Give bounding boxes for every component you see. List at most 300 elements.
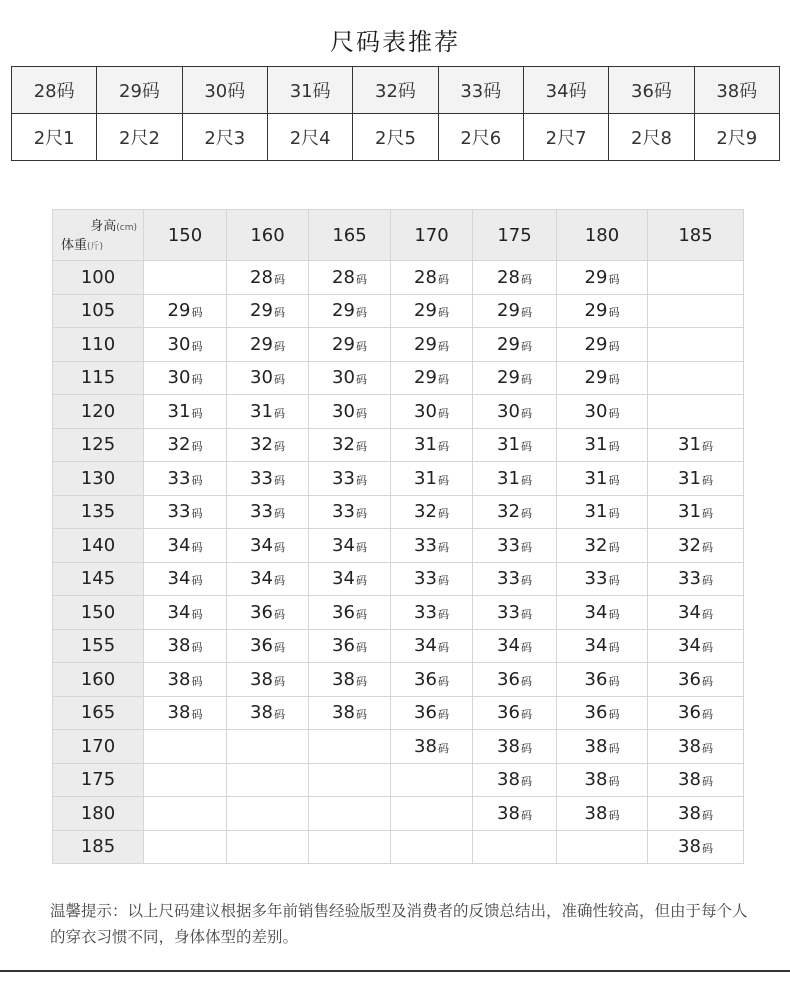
size-value-cell — [144, 629, 227, 663]
height-label-text: 身高 — [90, 219, 117, 234]
size-value-cell — [391, 830, 473, 864]
size-value-cell — [227, 328, 309, 362]
size-value-cell — [473, 495, 557, 529]
size-unit: 码 — [520, 540, 532, 554]
size-unit: 码 — [191, 574, 203, 588]
size-value-cell — [227, 294, 309, 328]
size-unit: 码 — [355, 674, 367, 688]
size-number: 33 — [250, 501, 273, 523]
size-value-cell — [557, 294, 648, 328]
size-value-cell — [144, 361, 227, 395]
size-number: 33 — [167, 467, 191, 489]
size-unit: 码 — [701, 473, 713, 487]
size-unit: 码 — [520, 607, 532, 621]
size-value-cell — [309, 663, 391, 697]
size-value-cell — [227, 261, 309, 295]
size-unit: 码 — [608, 373, 620, 387]
table-row — [53, 562, 744, 596]
size-number: 29 — [414, 333, 437, 355]
size-number: 31 — [497, 467, 520, 489]
size-unit: 码 — [191, 406, 203, 420]
size-value-cell — [144, 696, 227, 730]
size-value-cell — [473, 428, 557, 462]
size-value-cell — [227, 596, 309, 630]
size-unit: 码 — [355, 373, 367, 387]
size-value-cell — [309, 395, 391, 429]
size-value-cell — [391, 529, 473, 563]
size-unit: 码 — [701, 674, 713, 688]
table-row — [53, 294, 744, 328]
height-header-cell: 160 — [227, 210, 309, 261]
size-value-cell — [391, 361, 473, 395]
size-unit: 码 — [520, 641, 532, 655]
size-number: 36 — [332, 601, 355, 623]
size-unit: 码 — [608, 440, 620, 454]
size-number: 29 — [332, 300, 355, 322]
size-number: 32 — [414, 501, 437, 523]
weight-header-cell: 185 — [53, 830, 144, 864]
size-value-cell — [391, 696, 473, 730]
size-number: 38 — [167, 635, 191, 657]
size-number: 36 — [414, 702, 437, 724]
size-value-cell — [227, 529, 309, 563]
size-number: 28 — [414, 266, 437, 288]
table-row — [53, 596, 744, 630]
size-value-cell — [309, 495, 391, 529]
size-value-cell — [473, 596, 557, 630]
size-unit: 码 — [273, 406, 285, 420]
size-number: 29 — [584, 300, 608, 322]
size-unit: 码 — [520, 507, 532, 521]
size-number: 32 — [167, 434, 191, 456]
size-unit: 码 — [701, 507, 713, 521]
size-unit: 码 — [191, 507, 203, 521]
weight-header-cell: 100 — [53, 261, 144, 295]
size-value-cell — [391, 663, 473, 697]
size-number: 30 — [584, 400, 608, 422]
size-unit: 码 — [608, 775, 620, 789]
size-number: 36 — [250, 601, 273, 623]
size-number: 32 — [250, 434, 273, 456]
size-unit: 码 — [355, 406, 367, 420]
weight-header-cell: 120 — [53, 395, 144, 429]
size-value-cell — [473, 361, 557, 395]
size-unit: 码 — [437, 406, 449, 420]
size-unit: 码 — [273, 641, 285, 655]
size-cell: 31码 — [267, 67, 352, 114]
size-unit: 码 — [273, 373, 285, 387]
size-number: 29 — [584, 266, 608, 288]
height-unit: (cm) — [116, 223, 137, 233]
tips-note: 温馨提示：以上尺码建议根据多年前销售经验版型及消费者的反馈总结出，准确性较高，但由于每个人的穿衣习惯不同，身体体型的差别。 — [50, 902, 748, 946]
size-unit: 码 — [273, 440, 285, 454]
size-value-cell — [309, 730, 391, 764]
table-row — [53, 797, 744, 831]
size-unit: 码 — [437, 540, 449, 554]
size-unit: 码 — [273, 674, 285, 688]
size-number: 36 — [497, 702, 520, 724]
size-value-cell — [227, 629, 309, 663]
size-unit: 码 — [608, 741, 620, 755]
size-number: 31 — [584, 467, 608, 489]
size-value-cell — [557, 261, 648, 295]
table-row — [53, 629, 744, 663]
size-unit: 码 — [191, 607, 203, 621]
size-value-cell — [144, 328, 227, 362]
size-number: 30 — [167, 367, 191, 389]
size-value-cell — [227, 663, 309, 697]
size-value-cell — [473, 562, 557, 596]
size-value-cell — [144, 730, 227, 764]
size-value-cell — [473, 730, 557, 764]
size-value-cell — [227, 462, 309, 496]
size-value-cell — [391, 797, 473, 831]
size-number: 36 — [497, 668, 520, 690]
size-value-cell — [557, 562, 648, 596]
size-unit: 码 — [273, 708, 285, 722]
table-row — [53, 462, 744, 496]
size-number: 31 — [678, 501, 701, 523]
table-row — [53, 428, 744, 462]
size-number: 36 — [678, 702, 701, 724]
size-value-cell — [473, 395, 557, 429]
size-unit: 码 — [355, 507, 367, 521]
size-unit: 码 — [355, 607, 367, 621]
size-number: 29 — [584, 367, 608, 389]
size-number: 36 — [332, 635, 355, 657]
size-value-cell — [557, 361, 648, 395]
size-number: 33 — [497, 568, 520, 590]
size-unit: 码 — [520, 708, 532, 722]
size-number: 28 — [250, 266, 273, 288]
size-value-cell — [473, 328, 557, 362]
size-value-cell — [309, 596, 391, 630]
size-number: 30 — [167, 333, 191, 355]
size-value-cell — [309, 529, 391, 563]
waist-cell: 2尺2 — [97, 114, 182, 161]
size-number: 31 — [678, 434, 701, 456]
size-unit: 码 — [355, 339, 367, 353]
size-value-cell — [557, 830, 648, 864]
size-number: 34 — [678, 635, 701, 657]
size-unit: 码 — [520, 808, 532, 822]
size-number: 38 — [167, 702, 191, 724]
size-number: 36 — [678, 668, 701, 690]
size-number: 30 — [414, 400, 437, 422]
size-unit: 码 — [437, 473, 449, 487]
size-value-cell — [309, 763, 391, 797]
size-value-cell — [309, 562, 391, 596]
size-number: 33 — [414, 568, 437, 590]
corner-height-label — [90, 215, 137, 234]
size-value-cell — [557, 462, 648, 496]
size-value-cell — [648, 562, 744, 596]
table-row — [53, 261, 744, 295]
size-number: 34 — [167, 601, 191, 623]
size-cell: 33码 — [438, 67, 523, 114]
size-recommendation-grid — [52, 209, 744, 864]
size-number: 34 — [332, 568, 355, 590]
size-value-cell — [648, 529, 744, 563]
size-value-cell — [648, 797, 744, 831]
size-unit: 码 — [191, 674, 203, 688]
size-unit: 码 — [191, 373, 203, 387]
size-value-cell — [227, 428, 309, 462]
size-number: 31 — [167, 400, 191, 422]
size-number: 38 — [497, 735, 520, 757]
table-row — [53, 495, 744, 529]
size-value-cell — [391, 328, 473, 362]
size-value-cell — [391, 462, 473, 496]
size-number: 38 — [584, 769, 608, 791]
size-value-cell — [227, 830, 309, 864]
weight-header-cell: 145 — [53, 562, 144, 596]
size-cell: 38码 — [694, 67, 779, 114]
weight-header-cell: 125 — [53, 428, 144, 462]
weight-label-text: 体重 — [61, 238, 88, 253]
size-number: 36 — [584, 668, 608, 690]
table-row — [53, 529, 744, 563]
waist-cell: 2尺8 — [609, 114, 694, 161]
size-number: 32 — [584, 534, 608, 556]
size-unit: 码 — [608, 306, 620, 320]
table-row — [53, 328, 744, 362]
size-number: 28 — [332, 266, 355, 288]
size-unit: 码 — [273, 574, 285, 588]
size-number: 33 — [332, 501, 355, 523]
size-number: 34 — [497, 635, 520, 657]
size-value-cell — [648, 361, 744, 395]
size-value-cell — [144, 395, 227, 429]
size-value-cell — [144, 562, 227, 596]
weight-header-cell: 180 — [53, 797, 144, 831]
table-row — [53, 361, 744, 395]
size-cell: 30码 — [182, 67, 267, 114]
height-header-cell: 150 — [144, 210, 227, 261]
size-unit: 码 — [608, 272, 620, 286]
size-number: 29 — [497, 367, 520, 389]
size-value-cell — [648, 596, 744, 630]
size-unit: 码 — [701, 808, 713, 822]
size-cell: 29码 — [97, 67, 182, 114]
height-header-cell: 170 — [391, 210, 473, 261]
size-cell: 36码 — [609, 67, 694, 114]
size-number: 34 — [678, 601, 701, 623]
size-value-cell — [557, 629, 648, 663]
size-value-cell — [391, 294, 473, 328]
size-value-cell — [648, 294, 744, 328]
size-value-cell — [648, 462, 744, 496]
size-unit: 码 — [608, 540, 620, 554]
size-value-cell — [227, 763, 309, 797]
size-number: 38 — [332, 668, 355, 690]
size-number: 38 — [678, 735, 701, 757]
size-value-cell — [391, 495, 473, 529]
weight-header-cell: 140 — [53, 529, 144, 563]
size-number: 31 — [497, 434, 520, 456]
height-header-cell: 180 — [557, 210, 648, 261]
size-value-cell — [144, 663, 227, 697]
size-value-cell — [309, 361, 391, 395]
size-unit: 码 — [520, 339, 532, 353]
size-unit: 码 — [608, 406, 620, 420]
height-header-cell: 165 — [309, 210, 391, 261]
size-value-cell — [557, 797, 648, 831]
size-number: 31 — [414, 467, 437, 489]
size-value-cell — [309, 294, 391, 328]
size-unit: 码 — [355, 272, 367, 286]
size-number: 33 — [584, 568, 608, 590]
size-number: 33 — [414, 601, 437, 623]
size-value-cell — [473, 294, 557, 328]
size-value-cell — [648, 696, 744, 730]
size-value-cell — [557, 763, 648, 797]
size-unit: 码 — [520, 306, 532, 320]
table-row — [53, 830, 744, 864]
size-value-cell — [557, 730, 648, 764]
bottom-divider — [0, 970, 790, 972]
size-number: 38 — [497, 802, 520, 824]
size-value-cell — [144, 797, 227, 831]
size-value-cell — [309, 462, 391, 496]
size-number: 33 — [332, 467, 355, 489]
size-value-cell — [648, 663, 744, 697]
size-value-cell — [473, 529, 557, 563]
size-value-cell — [227, 361, 309, 395]
size-value-cell — [144, 261, 227, 295]
size-value-cell — [144, 830, 227, 864]
size-unit: 码 — [437, 373, 449, 387]
size-value-cell — [309, 428, 391, 462]
size-number: 38 — [584, 802, 608, 824]
size-number: 38 — [167, 668, 191, 690]
size-number: 38 — [332, 702, 355, 724]
size-value-cell — [391, 730, 473, 764]
table-row — [53, 730, 744, 764]
size-number: 29 — [497, 333, 520, 355]
size-value-cell — [648, 395, 744, 429]
size-value-cell — [227, 797, 309, 831]
size-unit: 码 — [273, 540, 285, 554]
waist-cell: 2尺1 — [12, 114, 97, 161]
size-value-cell — [557, 696, 648, 730]
size-unit: 码 — [191, 473, 203, 487]
size-value-cell — [473, 663, 557, 697]
size-value-cell — [309, 797, 391, 831]
size-unit: 码 — [191, 708, 203, 722]
size-number: 33 — [497, 534, 520, 556]
waist-cell: 2尺4 — [267, 114, 352, 161]
size-number: 30 — [332, 400, 355, 422]
size-number: 38 — [584, 735, 608, 757]
size-number: 29 — [584, 333, 608, 355]
size-cell: 34码 — [523, 67, 608, 114]
size-unit: 码 — [191, 306, 203, 320]
size-unit: 码 — [355, 473, 367, 487]
size-value-cell — [144, 428, 227, 462]
size-unit: 码 — [520, 574, 532, 588]
height-header-row — [53, 210, 744, 261]
size-value-cell — [557, 663, 648, 697]
size-value-cell — [309, 328, 391, 362]
weight-header-cell: 130 — [53, 462, 144, 496]
size-unit: 码 — [520, 674, 532, 688]
size-value-cell — [557, 596, 648, 630]
size-unit: 码 — [701, 741, 713, 755]
size-number: 38 — [678, 836, 701, 858]
size-number: 38 — [250, 702, 273, 724]
size-value-cell — [473, 261, 557, 295]
size-unit: 码 — [355, 540, 367, 554]
size-unit: 码 — [608, 641, 620, 655]
size-value-cell — [648, 763, 744, 797]
size-value-cell — [309, 261, 391, 295]
size-value-cell — [391, 562, 473, 596]
height-header-cell: 185 — [648, 210, 744, 261]
size-unit: 码 — [191, 339, 203, 353]
size-value-cell — [473, 696, 557, 730]
size-value-cell — [557, 395, 648, 429]
size-value-cell — [648, 830, 744, 864]
size-unit: 码 — [355, 708, 367, 722]
size-value-cell — [648, 428, 744, 462]
size-unit: 码 — [701, 708, 713, 722]
waist-cell: 2尺5 — [353, 114, 438, 161]
size-unit: 码 — [701, 641, 713, 655]
size-value-cell — [391, 395, 473, 429]
waist-size-table — [11, 66, 780, 161]
height-header-cell: 175 — [473, 210, 557, 261]
size-unit: 码 — [355, 440, 367, 454]
size-unit: 码 — [273, 272, 285, 286]
size-number: 31 — [414, 434, 437, 456]
size-number: 38 — [678, 769, 701, 791]
size-number: 36 — [414, 668, 437, 690]
size-value-cell — [648, 328, 744, 362]
waist-cell: 2尺6 — [438, 114, 523, 161]
size-unit: 码 — [273, 473, 285, 487]
size-number: 31 — [584, 501, 608, 523]
size-unit: 码 — [273, 306, 285, 320]
size-number: 29 — [497, 300, 520, 322]
size-number: 33 — [497, 601, 520, 623]
size-value-cell — [557, 328, 648, 362]
size-unit: 码 — [520, 373, 532, 387]
size-unit: 码 — [608, 574, 620, 588]
size-number: 33 — [250, 467, 273, 489]
size-cell: 28码 — [12, 67, 97, 114]
size-value-cell — [391, 596, 473, 630]
size-number: 29 — [414, 367, 437, 389]
size-value-cell — [557, 529, 648, 563]
size-value-cell — [309, 696, 391, 730]
size-value-cell — [473, 797, 557, 831]
size-unit: 码 — [520, 775, 532, 789]
size-value-cell — [648, 629, 744, 663]
waist-cell: 2尺3 — [182, 114, 267, 161]
size-number: 30 — [332, 367, 355, 389]
size-value-cell — [144, 495, 227, 529]
weight-header-cell: 175 — [53, 763, 144, 797]
size-unit: 码 — [520, 406, 532, 420]
corner-weight-label — [61, 234, 103, 253]
size-unit: 码 — [520, 272, 532, 286]
size-unit: 码 — [437, 741, 449, 755]
size-unit: 码 — [608, 607, 620, 621]
table-row — [53, 763, 744, 797]
size-unit: 码 — [608, 808, 620, 822]
size-cell: 32码 — [353, 67, 438, 114]
